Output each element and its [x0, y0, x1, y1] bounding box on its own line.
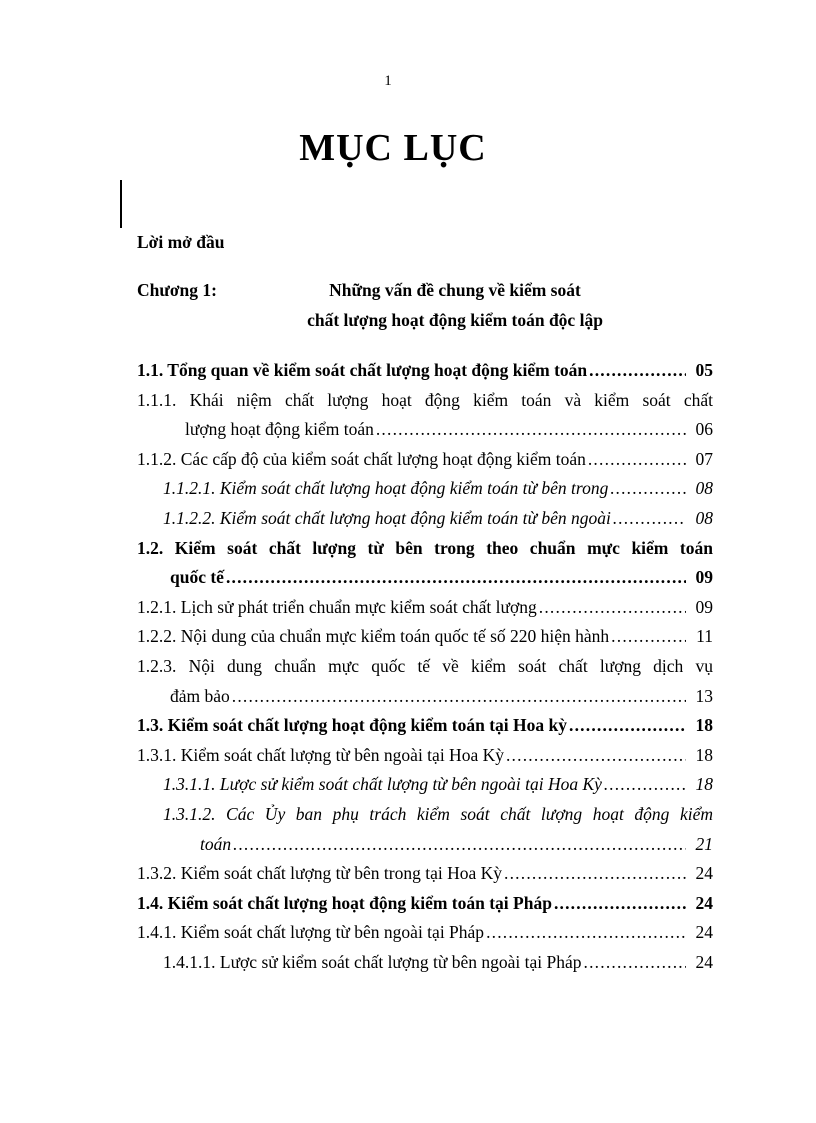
toc-page-number: 09 — [695, 596, 713, 617]
toc-entry — [137, 622, 713, 652]
toc-page-number: 07 — [695, 448, 713, 469]
toc-entry — [137, 859, 713, 889]
toc-entry-text: 1.3.1.1. Lược sử kiểm soát chất lượng từ bên ngoài tại Hoa Kỳ — [163, 774, 602, 795]
toc-entry-text: toán — [200, 833, 232, 854]
dot-leader — [584, 948, 686, 978]
chapter-title-line2: chất lượng hoạt động kiểm toán độc lập — [307, 309, 603, 330]
toc-entry-text: 1.1.2.2. Kiểm soát chất lượng hoạt động kiểm toán từ bên ngoài — [163, 507, 611, 528]
toc-entry — [137, 356, 713, 386]
toc-page-number: 06 — [695, 419, 713, 440]
dot-leader — [588, 445, 686, 475]
toc-entry-text: quốc tế — [170, 567, 224, 588]
toc-page-number: 11 — [696, 626, 713, 647]
toc-entry-text: 1.1.1. Khái niệm chất lượng hoạt động kiểm toán và kiểm soát chất — [137, 389, 713, 410]
toc-entry-text: đảm bảo — [170, 685, 230, 706]
toc-entry — [137, 593, 713, 623]
toc-entry — [137, 800, 713, 830]
toc-page-number: 24 — [695, 892, 713, 913]
dot-leader — [233, 830, 686, 860]
toc-entry-text: 1.4.1. Kiểm soát chất lượng từ bên ngoài tại Pháp — [137, 922, 485, 943]
dot-leader — [376, 415, 686, 445]
toc-page-number: 09 — [695, 567, 713, 588]
dot-leader — [506, 741, 686, 771]
toc-page-number: 21 — [695, 833, 713, 854]
toc-page-number: 08 — [695, 478, 713, 499]
toc-entry-text: 1.2.3. Nội dung chuẩn mực quốc tế về kiểm soát chất lượng dịch vụ — [137, 655, 713, 676]
dot-leader — [504, 859, 686, 889]
toc-entry-text: 1.2. Kiểm soát chất lượng từ bên trong theo chuẩn mực kiểm toán — [137, 537, 713, 558]
toc-page-number: 13 — [695, 685, 713, 706]
dot-leader — [569, 711, 686, 741]
dot-leader — [554, 889, 686, 919]
toc-entry-text: 1.4.1.1. Lược sử kiểm soát chất lượng từ bên ngoài tại Pháp — [163, 951, 582, 972]
toc-entry — [137, 711, 713, 741]
dot-leader — [486, 918, 686, 948]
dot-leader — [232, 682, 686, 712]
dot-leader — [539, 593, 686, 623]
toc-entry — [137, 563, 713, 593]
page-title: MỤC LỤC — [299, 127, 487, 169]
toc-entry — [137, 386, 713, 416]
toc-entry-text: 1.1.2.1. Kiểm soát chất lượng hoạt động kiểm toán từ bên trong — [163, 478, 609, 499]
toc-entry-text: 1.3. Kiểm soát chất lượng hoạt động kiểm toán tại Hoa kỳ — [137, 715, 568, 736]
chapter-heading — [137, 276, 713, 335]
toc-page-number: 18 — [695, 774, 713, 795]
toc-entry — [137, 415, 713, 445]
cursor-bar-mark — [120, 180, 122, 228]
toc-entry — [137, 474, 713, 504]
chapter-label: Chương 1: — [137, 280, 217, 300]
toc-entry-text: 1.2.1. Lịch sử phát triển chuẩn mực kiểm soát chất lượng — [137, 596, 537, 617]
dot-leader — [610, 474, 686, 504]
toc-page-number: 08 — [695, 507, 713, 528]
toc-page-number: 24 — [695, 863, 713, 884]
toc-entry — [137, 682, 713, 712]
toc-entry-text: 1.1. Tổng quan về kiểm soát chất lượng hoạt động kiểm toán — [137, 360, 588, 380]
dot-leader — [613, 504, 686, 534]
toc-entry-text: 1.3.2. Kiểm soát chất lượng từ bên trong tại Hoa Kỳ — [137, 863, 503, 884]
toc-entry-text: 1.3.1. Kiểm soát chất lượng từ bên ngoài tại Hoa Kỳ — [137, 744, 504, 765]
toc-entry-text: 1.1.2. Các cấp độ của kiểm soát chất lượng hoạt động kiểm toán — [137, 448, 586, 469]
dot-leader — [611, 622, 686, 652]
toc-intro-entry: Lời mở đầu — [137, 232, 225, 252]
toc-entry-text: 1.2.2. Nội dung của chuẩn mực kiểm toán quốc tế số 220 hiện hành — [137, 626, 610, 647]
toc-page-number: 18 — [695, 715, 713, 736]
toc-entry — [137, 445, 713, 475]
toc-page-number: 24 — [695, 922, 713, 943]
dot-leader — [604, 770, 686, 800]
toc-entry-text: lượng hoạt động kiểm toán — [185, 419, 374, 440]
toc-entry — [137, 948, 713, 978]
toc-entry — [137, 652, 713, 682]
toc-page-number: 05 — [695, 360, 713, 380]
dot-leader — [589, 356, 686, 386]
dot-leader — [226, 563, 686, 593]
toc-list — [137, 356, 713, 977]
toc-entry — [137, 504, 713, 534]
chapter-title-line1: Những vấn đề chung về kiểm soát — [329, 280, 581, 300]
toc-entry — [137, 830, 713, 860]
toc-entry — [137, 770, 713, 800]
page-number: 1 — [384, 73, 392, 89]
toc-entry — [137, 534, 713, 564]
toc-entry-text: 1.4. Kiểm soát chất lượng hoạt động kiểm toán tại Pháp — [137, 892, 552, 913]
toc-page-number: 24 — [695, 951, 713, 972]
toc-entry — [137, 889, 713, 919]
toc-page-number: 18 — [695, 744, 713, 765]
toc-entry — [137, 918, 713, 948]
toc-entry — [137, 741, 713, 771]
toc-entry-text: 1.3.1.2. Các Ủy ban phụ trách kiểm soát chất lượng hoạt động kiểm — [163, 803, 713, 824]
